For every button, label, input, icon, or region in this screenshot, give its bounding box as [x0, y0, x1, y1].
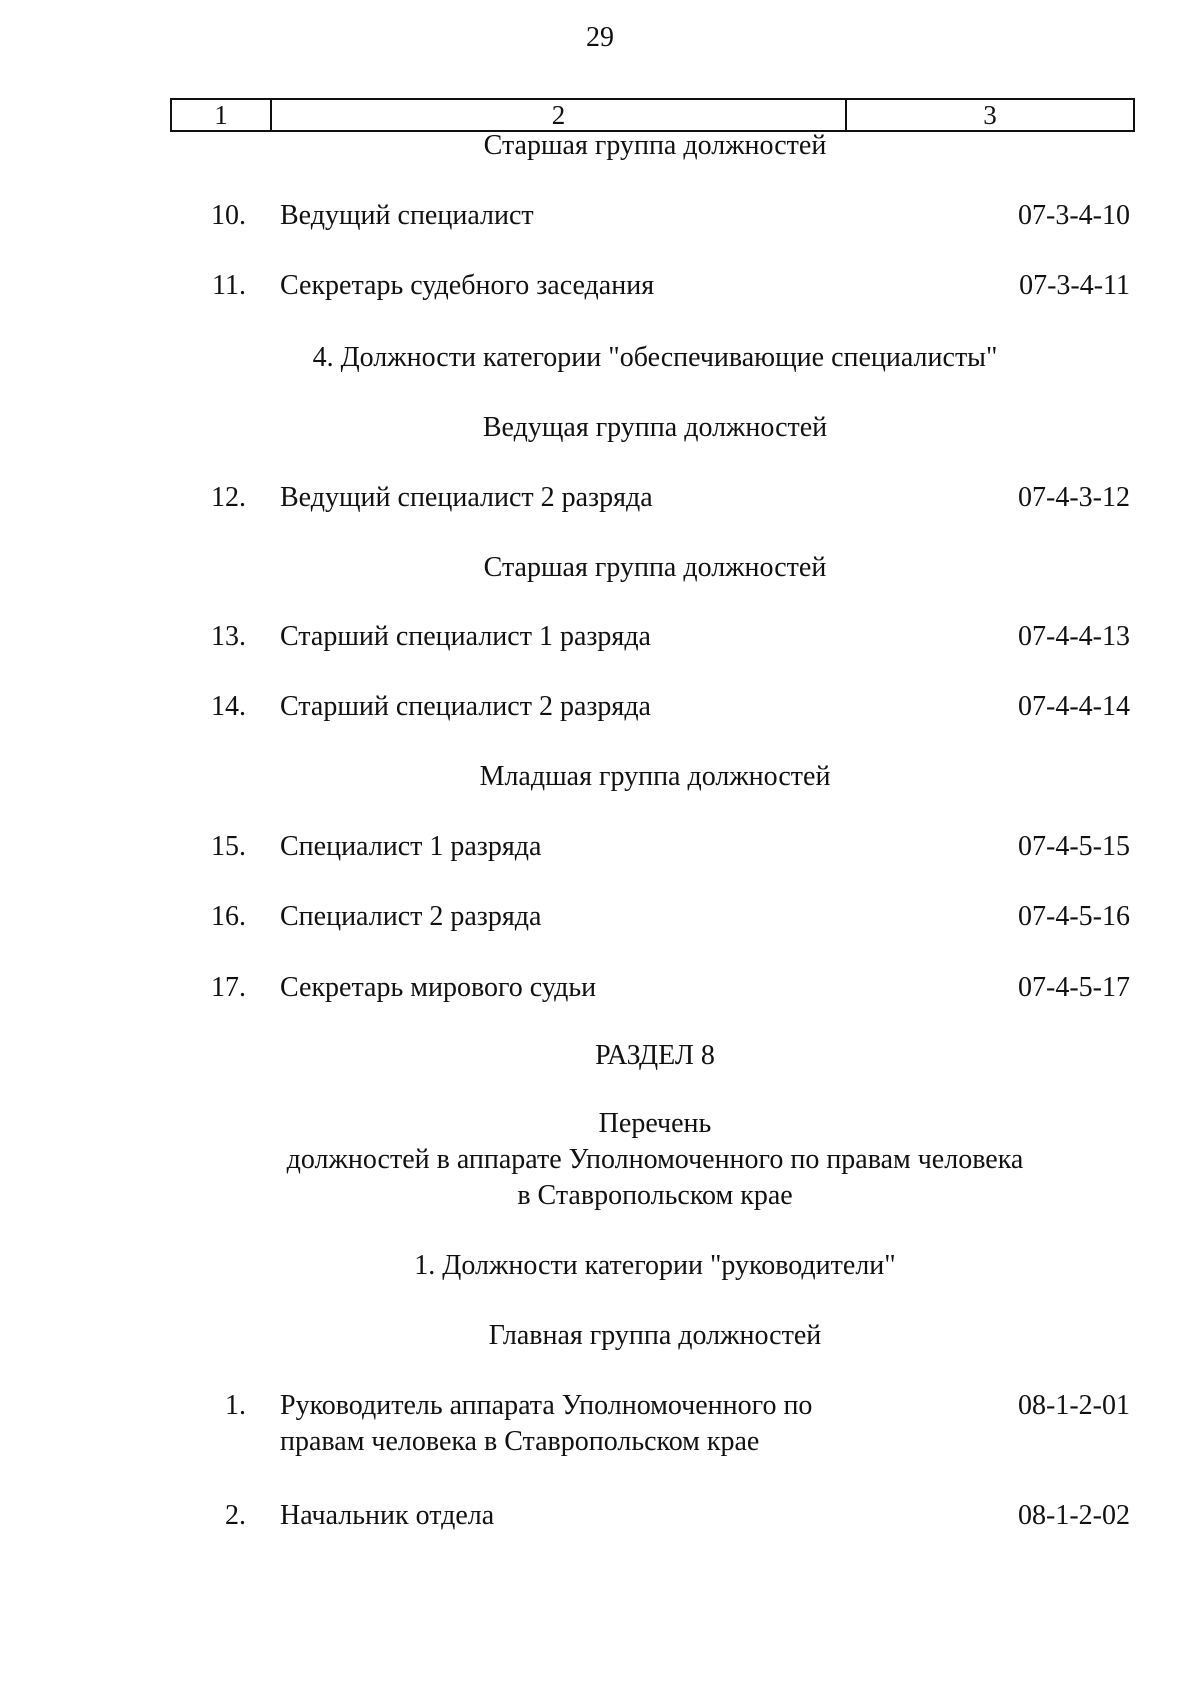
group-title-main: Главная группа должностей — [488, 1320, 822, 1351]
row-number: 10. — [211, 200, 246, 231]
page-number: 29 — [586, 22, 614, 53]
position-name: Ведущий специалист — [280, 200, 534, 231]
position-code: 07-3-4-11 — [1019, 270, 1130, 301]
position-code: 08-1-2-02 — [1018, 1500, 1130, 1531]
list-title-line-1: Перечень — [598, 1108, 712, 1139]
position-code: 07-4-5-17 — [1018, 972, 1130, 1003]
row-number: 15. — [211, 831, 246, 862]
category-title: 4. Должности категории "обеспечивающие специалисты" — [312, 342, 998, 373]
position-name: Ведущий специалист 2 разряда — [280, 482, 653, 513]
row-number: 11. — [212, 270, 246, 301]
row-number: 1. — [225, 1390, 246, 1421]
position-code: 07-4-4-13 — [1018, 621, 1130, 652]
position-name-line: Руководитель аппарата Уполномоченного по — [280, 1390, 813, 1421]
position-name: Старший специалист 2 разряда — [280, 691, 651, 722]
section-title: РАЗДЕЛ 8 — [595, 1040, 715, 1071]
category-title: 1. Должности категории "руководители" — [414, 1250, 896, 1281]
group-title-leading: Ведущая группа должностей — [482, 412, 828, 443]
position-name: Специалист 1 разряда — [280, 831, 542, 862]
row-number: 13. — [211, 621, 246, 652]
list-title-line-3: в Ставропольском крае — [517, 1180, 793, 1211]
group-title-junior: Младшая группа должностей — [479, 761, 831, 792]
group-title-senior: Старшая группа должностей — [483, 130, 827, 161]
header-col-1: 1 — [172, 100, 272, 130]
header-col-2: 2 — [272, 100, 847, 130]
position-code: 07-4-3-12 — [1018, 482, 1130, 513]
row-number: 17. — [211, 972, 246, 1003]
row-number: 14. — [211, 691, 246, 722]
position-code: 08-1-2-01 — [1018, 1390, 1130, 1421]
position-name: Секретарь судебного заседания — [280, 270, 655, 301]
group-title-senior: Старшая группа должностей — [483, 552, 827, 583]
list-title-line-2: должностей в аппарате Уполномоченного по правам человека — [286, 1144, 1024, 1175]
position-code: 07-3-4-10 — [1018, 200, 1130, 231]
position-name: Специалист 2 разряда — [280, 901, 542, 932]
position-code: 07-4-5-16 — [1018, 901, 1130, 932]
position-name: Секретарь мирового судьи — [280, 972, 597, 1003]
position-name: Начальник отдела — [280, 1500, 495, 1531]
position-name: Старший специалист 1 разряда — [280, 621, 651, 652]
table-header — [170, 98, 1135, 132]
row-number: 2. — [225, 1500, 246, 1531]
row-number: 16. — [211, 901, 246, 932]
position-code: 07-4-5-15 — [1018, 831, 1130, 862]
position-name — [280, 1388, 840, 1460]
position-name-line: правам человека в Ставропольском крае — [280, 1426, 760, 1457]
header-col-3: 3 — [983, 100, 997, 130]
row-number: 12. — [211, 482, 246, 513]
position-code: 07-4-4-14 — [1018, 691, 1130, 722]
